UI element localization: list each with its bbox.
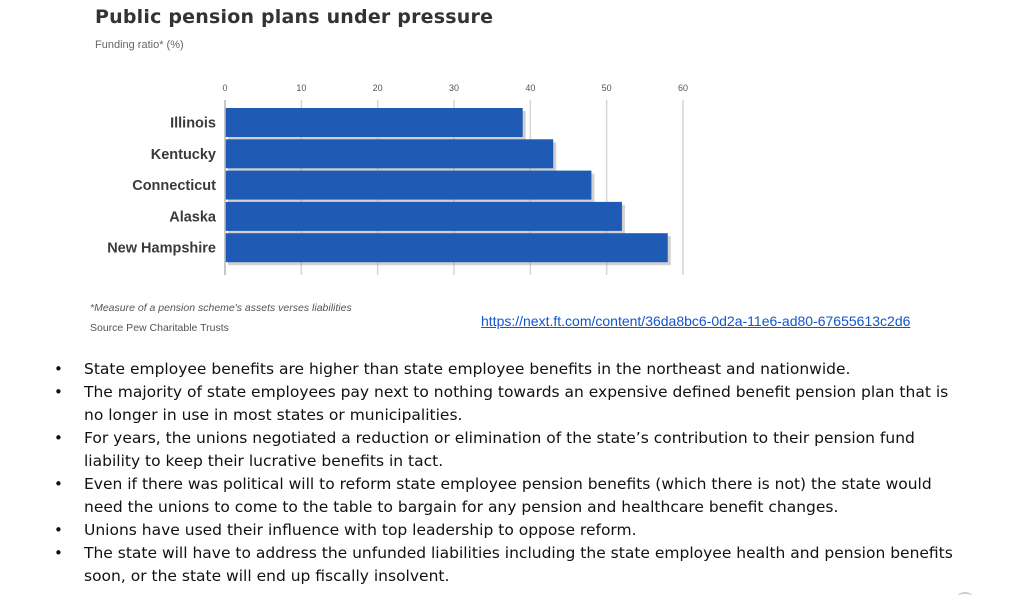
chart-footnote: *Measure of a pension scheme's assets verses liabilities <box>90 302 352 314</box>
bullet-text: For years, the unions negotiated a reduction or elimination of the state’s contribution to their pension fund liability to keep their lucrative benefits in tact. <box>84 429 915 470</box>
chart-source: Source Pew Charitable Trusts <box>90 322 229 334</box>
x-tick-label: 50 <box>601 83 612 93</box>
bullet-text: Unions have used their influence with top leadership to oppose reform. <box>84 521 637 539</box>
bullet-text: State employee benefits are higher than state employee benefits in the northeast and nationwide. <box>84 360 851 378</box>
bullet-item <box>50 358 970 381</box>
category-label: Alaska <box>169 209 216 226</box>
bar <box>225 139 553 168</box>
bullet-item <box>50 381 970 427</box>
x-tick-label: 60 <box>677 83 689 93</box>
x-tick-label: 10 <box>296 83 307 93</box>
x-tick-label: 40 <box>525 83 536 93</box>
chart-subtitle: Funding ratio* (%) <box>95 39 184 51</box>
bullet-marker: • <box>54 383 63 401</box>
bullet-marker: • <box>54 521 63 539</box>
bullet-marker: • <box>54 475 63 493</box>
scroll-indicator-icon <box>958 592 972 600</box>
bullet-list <box>50 358 970 588</box>
x-tick-label: 30 <box>448 83 460 93</box>
category-label: Kentucky <box>150 146 216 163</box>
bar <box>225 171 591 200</box>
bullet-text: The state will have to address the unfunded liabilities including the state employee health and pension benefits soon, or the state will end up fiscally insolvent. <box>84 544 953 585</box>
bullet-item <box>50 473 970 519</box>
x-tick-label: 0 <box>222 83 228 93</box>
category-label: New Hampshire <box>107 240 216 257</box>
bullet-text: Even if there was political will to reform state employee pension benefits (which there is not) the state would need the unions to come to the table to bargain for any pension and healthcare benefit changes. <box>84 475 932 516</box>
category-label: Illinois <box>170 115 216 132</box>
bar <box>225 233 668 262</box>
chart-title: Public pension plans under pressure <box>95 6 494 28</box>
bullet-marker: • <box>54 360 63 378</box>
source-link[interactable]: https://next.ft.com/content/36da8bc6-0d2a-11e6-ad80-67655613c2d6 <box>481 313 911 329</box>
bullet-marker: • <box>54 544 63 562</box>
bullet-item <box>50 542 970 588</box>
bullet-item <box>50 427 970 473</box>
bullet-text: The majority of state employees pay next to nothing towards an expensive defined benefit pension plan that is no longer in use in most states or municipalities. <box>84 383 949 424</box>
bar <box>225 202 622 231</box>
bullet-marker: • <box>54 429 63 447</box>
bullet-item <box>50 519 970 542</box>
category-label: Connecticut <box>132 178 216 195</box>
bar <box>225 108 523 137</box>
x-tick-label: 20 <box>372 83 383 93</box>
